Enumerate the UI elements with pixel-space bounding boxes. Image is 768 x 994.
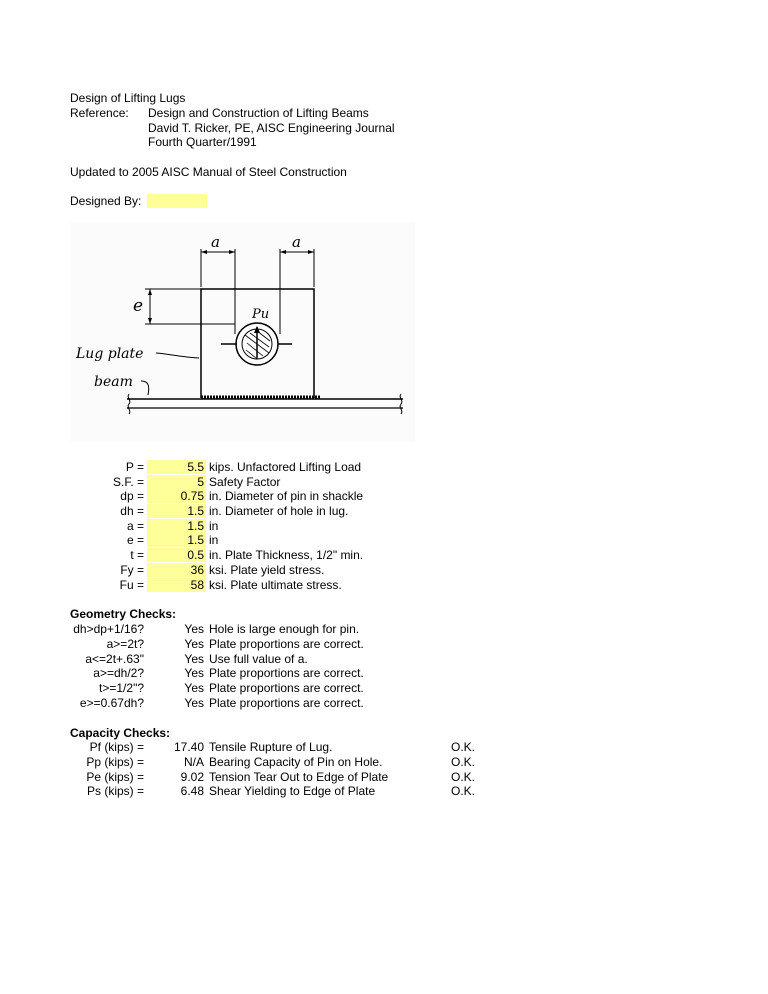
input-row-fu xyxy=(0,578,768,593)
geometry-row xyxy=(0,637,768,652)
capacity-value: 17.40 xyxy=(173,740,204,754)
input-desc: in. Diameter of hole in lug. xyxy=(209,504,349,518)
lifting-lug-diagram xyxy=(70,222,415,442)
designed-by-field[interactable] xyxy=(147,194,207,208)
check-label: e>=0.67dh? xyxy=(79,696,144,710)
capacity-status: O.K. xyxy=(451,755,476,769)
capacity-label: Pp (kips) = xyxy=(86,755,144,769)
capacity-row xyxy=(0,770,768,785)
check-value: Yes xyxy=(184,696,204,710)
input-desc: kips. Unfactored Lifting Load xyxy=(209,460,362,474)
input-label: dh = xyxy=(120,504,144,518)
check-label: a>=2t? xyxy=(106,637,144,651)
input-desc: ksi. Plate ultimate stress. xyxy=(209,578,342,592)
input-desc: in. Diameter of pin in shackle xyxy=(209,489,364,503)
input-label: Fy = xyxy=(120,563,144,577)
capacity-label: Pf (kips) = xyxy=(89,740,144,754)
page-title: Design of Lifting Lugs xyxy=(70,91,186,105)
capacity-value: 6.48 xyxy=(180,784,204,798)
check-value: Yes xyxy=(184,622,204,636)
input-label: Fu = xyxy=(119,578,144,592)
capacity-label: Ps (kips) = xyxy=(86,784,144,798)
capacity-desc: Tensile Rupture of Lug. xyxy=(209,740,333,754)
capacity-heading: Capacity Checks: xyxy=(70,726,171,740)
capacity-desc: Tension Tear Out to Edge of Plate xyxy=(209,770,389,784)
geometry-row xyxy=(0,622,768,637)
check-desc: Hole is large enough for pin. xyxy=(209,622,360,636)
input-row-fy xyxy=(0,563,768,578)
pu-label: Pu xyxy=(252,307,270,322)
reference-line-3: Fourth Quarter/1991 xyxy=(148,135,257,149)
check-label: a>=dh/2? xyxy=(93,666,144,680)
capacity-status: O.K. xyxy=(451,770,476,784)
input-value[interactable]: 36 xyxy=(147,563,206,577)
dim-a-right-label: a xyxy=(292,233,301,251)
input-desc: Safety Factor xyxy=(209,475,281,489)
check-value: Yes xyxy=(184,681,204,695)
dim-e-label: e xyxy=(133,296,144,316)
check-desc: Plate proportions are correct. xyxy=(209,681,364,695)
reference-line-2: David T. Ricker, PE, AISC Engineering Journal xyxy=(148,121,395,135)
capacity-desc: Shear Yielding to Edge of Plate xyxy=(209,784,376,798)
input-desc: in. Plate Thickness, 1/2" min. xyxy=(209,548,364,562)
check-desc: Use full value of a. xyxy=(209,652,308,666)
input-label: P = xyxy=(125,460,144,474)
geometry-row xyxy=(0,681,768,696)
input-label: S.F. = xyxy=(112,475,144,489)
input-label: a = xyxy=(126,519,144,533)
input-row-t xyxy=(0,548,768,563)
geometry-row xyxy=(0,652,768,667)
check-label: a<=2t+.63" xyxy=(85,652,144,666)
check-value: Yes xyxy=(184,637,204,651)
input-value[interactable]: 58 xyxy=(147,578,206,592)
input-desc: in xyxy=(209,533,219,547)
geometry-row xyxy=(0,696,768,711)
capacity-label: Pe (kips) = xyxy=(86,770,144,784)
capacity-status: O.K. xyxy=(451,784,476,798)
lug-plate-label: Lug plate xyxy=(76,346,144,362)
input-label: e = xyxy=(126,533,144,547)
beam-label: beam xyxy=(94,374,133,390)
input-value[interactable]: 1.5 xyxy=(147,519,206,533)
input-value[interactable]: 1.5 xyxy=(147,504,206,518)
capacity-row xyxy=(0,740,768,755)
input-row-p xyxy=(0,460,768,475)
input-row-a xyxy=(0,519,768,534)
input-label: t = xyxy=(130,548,144,562)
check-label: dh>dp+1/16? xyxy=(73,622,144,636)
input-row-sf xyxy=(0,475,768,490)
dim-a-left-label: a xyxy=(211,233,220,251)
geometry-row xyxy=(0,666,768,681)
input-row-e xyxy=(0,533,768,548)
updated-note: Updated to 2005 AISC Manual of Steel Construction xyxy=(70,165,347,179)
geometry-heading: Geometry Checks: xyxy=(70,607,177,621)
input-row-dh xyxy=(0,504,768,519)
check-desc: Plate proportions are correct. xyxy=(209,696,364,710)
capacity-row xyxy=(0,755,768,770)
designed-by-label: Designed By: xyxy=(70,194,142,208)
input-value[interactable]: 0.5 xyxy=(147,548,206,562)
capacity-status: O.K. xyxy=(451,740,476,754)
input-value[interactable]: 5.5 xyxy=(147,460,206,474)
input-label: dp = xyxy=(120,489,144,503)
check-desc: Plate proportions are correct. xyxy=(209,666,364,680)
input-value[interactable]: 0.75 xyxy=(147,489,206,503)
check-value: Yes xyxy=(184,666,204,680)
reference-label: Reference: xyxy=(70,106,129,120)
check-label: t>=1/2"? xyxy=(99,681,144,695)
capacity-value: 9.02 xyxy=(180,770,204,784)
input-row-dp xyxy=(0,489,768,504)
check-desc: Plate proportions are correct. xyxy=(209,637,364,651)
capacity-desc: Bearing Capacity of Pin on Hole. xyxy=(209,755,383,769)
reference-line-1: Design and Construction of Lifting Beams xyxy=(148,106,369,120)
capacity-row xyxy=(0,784,768,799)
check-value: Yes xyxy=(184,652,204,666)
input-desc: in xyxy=(209,519,219,533)
capacity-value: N/A xyxy=(183,755,204,769)
input-value[interactable]: 1.5 xyxy=(147,533,206,547)
input-value[interactable]: 5 xyxy=(147,475,206,489)
input-desc: ksi. Plate yield stress. xyxy=(209,563,325,577)
